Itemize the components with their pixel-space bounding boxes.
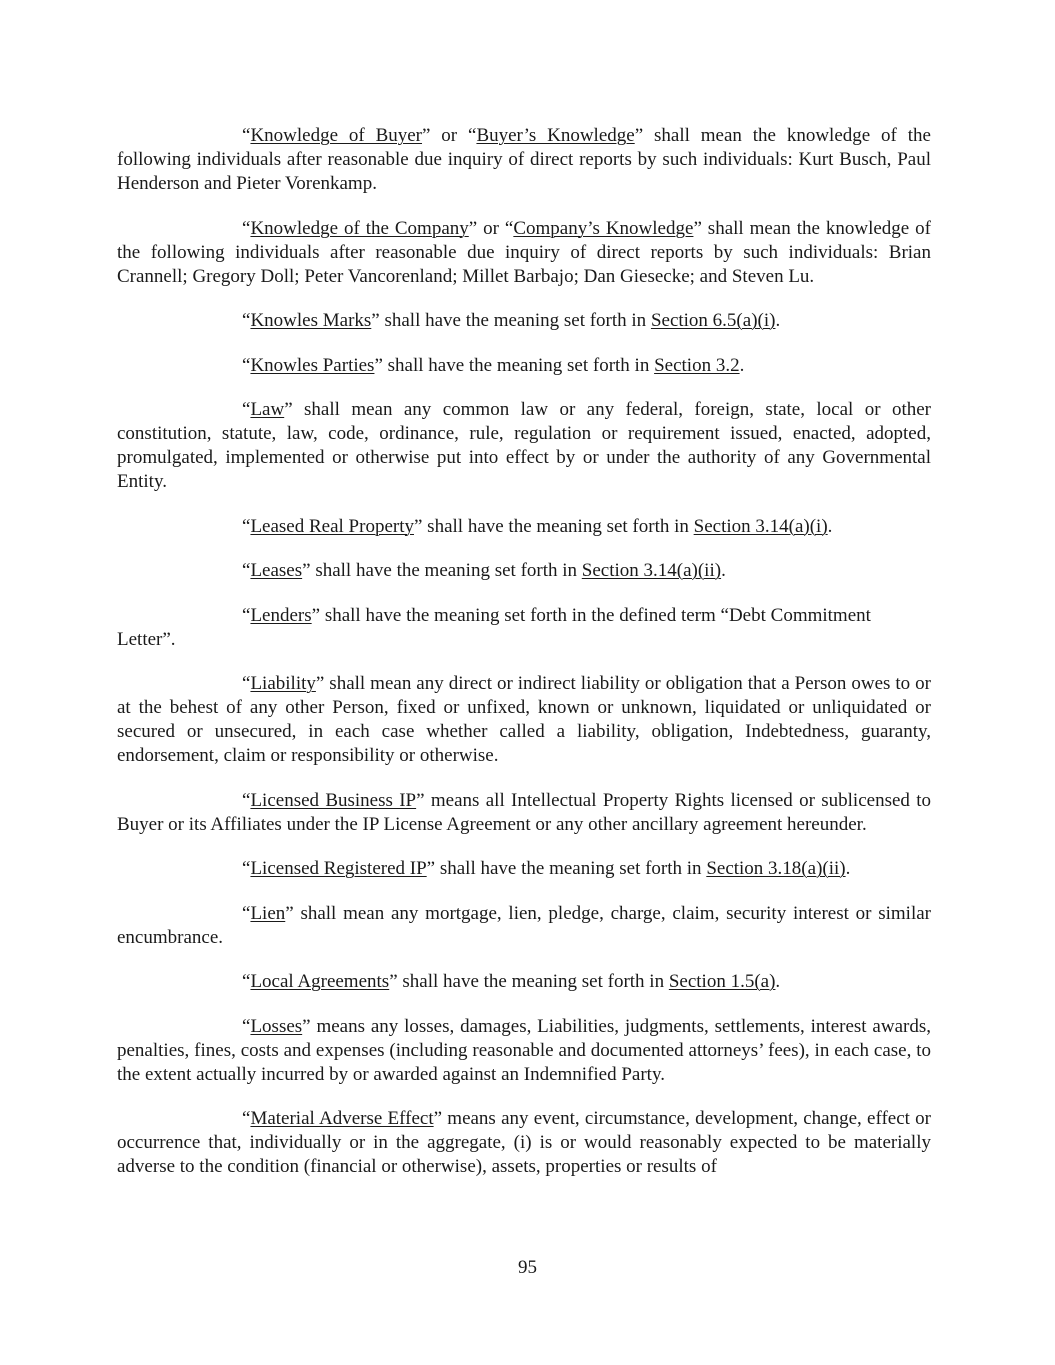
defined-term: Section 3.18(a)(ii) [706,858,846,879]
defined-term: Lenders [250,604,312,626]
paragraph-text: “ [242,399,251,420]
paragraph-text: ” shall mean any mortgage, lien, pledge, charge, claim, security interest or similar encumbrance. [117,902,931,948]
definition-paragraph [117,354,931,378]
paragraph-text: ” shall have the meaning set forth in [389,971,669,992]
paragraph-text: “ [242,515,251,537]
paragraph-text: . [827,515,833,537]
definition-paragraph [117,604,931,652]
definition-paragraph [117,789,931,837]
paragraph-text: ” shall have the meaning set forth in [371,310,651,331]
defined-term: Material Adverse Effect [250,1108,434,1129]
definition-paragraph [117,857,931,881]
paragraph-text: “ [242,604,251,626]
defined-term: Company’s Knowledge [513,217,694,239]
defined-term: Knowles Parties [250,354,375,376]
paragraph-text: . [739,354,745,376]
definition-paragraph [117,970,931,994]
paragraph-text: ” means any event, circumstance, development, change, effect or occurrence that, individually or in the aggregate, (i) is or would reasonably expected to be materially adverse to the condition (financial or otherwise), assets, properties or results of [117,1108,931,1177]
paragraph-text: ” means all Intellectual Property Rights licensed or sublicensed to Buyer or its Affiliates under the IP License Agreement or any other ancillary agreement hereunder. [117,789,931,835]
defined-term: Losses [250,1015,303,1037]
paragraph-text: ” shall have the meaning set forth in [414,515,694,537]
defined-term: Leases [250,560,303,581]
paragraph-text: “ [242,971,251,992]
definition-paragraph [117,902,931,950]
defined-term: Knowledge of the Company [250,217,469,239]
paragraph-text: ” means any losses, damages, Liabilities, judgments, settlements, interest awards, penalties, fines, costs and expenses (including reasonable and documented attorneys’ fees), in each case, to the extent actually incurred by or awarded against an Indemnified Party. [117,1015,931,1085]
paragraph-text: ” shall have the meaning set forth in [302,560,582,581]
paragraph-text: “ [242,1108,251,1129]
paragraph-text: “ [242,560,251,581]
paragraph-text: . [775,310,781,331]
paragraph-text: “ [242,789,251,811]
paragraph-text: . [721,560,726,581]
definition-paragraph [117,217,931,289]
defined-term: Section 3.14(a)(ii) [581,560,722,581]
paragraph-text: “ [242,125,251,146]
definition-paragraph [117,672,931,768]
definition-paragraph [117,124,931,196]
defined-term: Section 3.2 [654,354,740,376]
defined-term: Buyer’s Knowledge [476,125,635,146]
definition-paragraph [117,309,931,333]
defined-term: Section 1.5(a) [668,971,776,992]
defined-term: Lien [250,902,286,924]
defined-term: Law [250,399,285,420]
paragraph-text: “ [242,310,251,331]
defined-term: Licensed Business IP [250,789,417,811]
paragraph-text: ” shall have the meaning set forth in [374,354,655,376]
paragraph-text: . [845,858,851,879]
defined-term: Local Agreements [250,971,390,992]
definition-paragraph [117,398,931,494]
defined-term: Section 6.5(a)(i) [650,310,776,331]
paragraph-text: ” or “ [422,125,477,146]
paragraph-text: “ [242,354,251,376]
paragraph-text: ” shall mean the knowledge of the following individuals after reasonable due inquiry of direct reports by such individuals: Kurt Busch, Paul Henderson and Pieter Vorenkamp. [117,125,931,194]
paragraph-text: ” shall have the meaning set forth in the defined term “Debt Commitment Letter”. [117,604,871,650]
paragraph-text: ” shall mean any common law or any federal, foreign, state, local or other constitution, statute, law, code, ordinance, rule, regulation or requirement issued, enacted, adopted, promulgated, implemented or otherwise put into effect by or under the authority of any Governmental Entity. [117,399,931,492]
paragraph-text: “ [242,1015,251,1037]
defined-term: Liability [250,673,316,694]
definition-paragraph [117,1015,931,1087]
paragraph-text: ” shall have the meaning set forth in [426,858,707,879]
paragraph-text: “ [242,673,251,694]
definition-paragraph [117,559,931,583]
defined-term: Knowles Marks [250,310,372,331]
page-number: 95 [518,1257,537,1278]
definition-paragraph [117,515,931,539]
defined-term: Knowledge of Buyer [250,125,423,146]
defined-term: Section 3.14(a)(i) [693,515,828,537]
document-page [117,124,931,1200]
paragraph-text: ” shall mean the knowledge of the following individuals after reasonable due inquiry of direct reports by such individuals: Brian Crannell; Gregory Doll; Peter Vancorenland; Millet Barbajo; Dan Giesecke; and Steven Lu. [117,217,931,287]
paragraph-text: “ [242,217,251,239]
definition-paragraph [117,1107,931,1179]
paragraph-text: ” or “ [468,217,514,239]
paragraph-text: “ [242,902,251,924]
paragraph-text: ” shall mean any direct or indirect liability or obligation that a Person owes to or at the behest of any other Person, fixed or unfixed, known or unknown, liquidated or unliquidated or secured or unsecured, in each case whether called a liability, obligation, Indebtedness, guaranty, endorsement, claim or responsibility or otherwise. [117,673,931,766]
defined-term: Leased Real Property [250,515,414,537]
paragraph-text: . [775,971,781,992]
defined-term: Licensed Registered IP [250,858,427,879]
paragraph-text: “ [242,858,251,879]
